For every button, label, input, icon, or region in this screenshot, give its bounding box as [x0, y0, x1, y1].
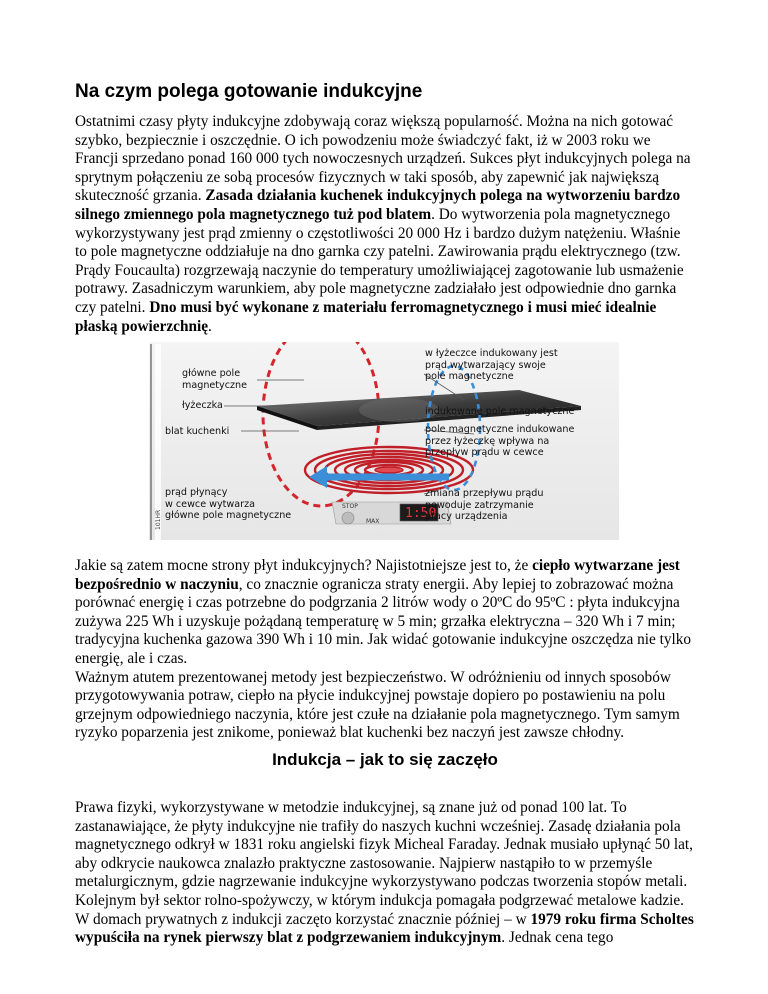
bold-text: Zasada działania kuchenek indukcyjnych polega na wytworzeniu bardzo silnego zmiennego pola magnetycznego tuż pod blatem	[75, 187, 681, 223]
text-run: , co znacznie ogranicza straty energii. Aby lepiej to zobrazować można porównać energię i czas potrzebne do podgrzania 2 litrów wody o 20ºC do 95ºC : płyta indukcyjna zużywa 225 Wh i uzyskuje pożądaną temperaturę w 5 min; grzałka elektryczna – 320 Wh i 7 min; tradycyjna kuchenka gazowa 390 Wh i 10 min. Jak widać gotowanie indukcyjne oszczędza nie tylko energię, ale i czas.	[75, 575, 692, 667]
text-run: Ważnym atutem prezentowanej metody jest bezpieczeństwo. W odróżnieniu od innych sposobów przygotowywania potraw, ciepło na płycie indukcyjnej powstaje dopiero po postawieniu na polu grzejnym odpowiedniego naczynia, które jest czułe na działanie pola magnetycznego. Tym samym ryzyko poparzenia jest znikome, ponieważ blat kuchenki bez naczyń jest zawsze chłodny.	[75, 668, 680, 742]
bold-text: ciepło wytwarzane jest bezpośrednio w naczyniu	[75, 557, 680, 593]
paragraph-intro	[75, 113, 695, 336]
text-run: . Jednak cena tego	[501, 929, 614, 947]
paragraph-advantages	[75, 557, 695, 743]
panel-display-value: 1:50	[405, 506, 437, 521]
stop-label: STOP	[342, 503, 358, 510]
label-induced-effect: pole magnetyczne indukowane przez łyżeczkę wpływa na przepływ prądu w cewce	[425, 424, 575, 458]
page-title: Na czym polega gotowanie indukcyjne	[75, 81, 423, 102]
text-run: . Do wytworzenia pola magnetycznego wykorzystywany jest prąd zmienny o częstotliwości 20 000 Hz i bardzo dużym natężeniu. Właśnie to pole magnetyczne oddziałuje na dno garnka czy patelni. Zawirowania prądu elektrycznego (tzw. Prądy Foucaulta) rozgrzewają naczynie do temperatury umożliwiającej zagotowanie lub usmażenie potrawy. Zasadniczym warunkiem, aby pole magnetyczne zadziałało jest odpowiednie dno garnka czy patelni.	[75, 205, 684, 316]
max-label: MAX	[366, 518, 380, 525]
label-main-field: główne pole magnetyczne	[182, 368, 248, 391]
diagram-side-mark: 101HR	[155, 509, 162, 530]
label-spoon: łyżeczka	[182, 400, 223, 411]
label-coil-current: prąd płynący w cewce wytwarza główne pole magnetyczne	[165, 487, 292, 521]
label-spoon-induced: w łyżeczce indukowany jest prąd wytwarzający swoje pole magnetyczne	[425, 348, 558, 382]
label-countertop: blat kuchenki	[165, 426, 230, 437]
stop-knob	[342, 512, 354, 524]
induction-diagram	[149, 342, 619, 540]
paragraph-history	[75, 799, 695, 948]
bold-text: Dno musi być wykonane z materiału ferromagnetycznego i musi mieć idealnie płaską powierzchnię	[75, 298, 657, 335]
bold-text: 1979 roku firma Scholtes wypuściła na rynek pierwszy blat z podgrzewaniem indukcyjnym	[75, 910, 694, 947]
text-run: .	[208, 317, 212, 335]
text-run: Jakie są zatem mocne strony płyt indukcyjnych? Najistotniejsze jest to, że	[75, 557, 533, 574]
section-title-history: Indukcja – jak to się zaczęło	[272, 750, 498, 769]
text-run: Prawa fizyki, wykorzystywane w metodzie indukcyjnej, są znane już od ponad 100 lat. To zastanawiające, że płyty indukcyjne nie trafiły do naszych kuchni wcześniej. Zasadę działania pola magnetycznego odkrył w 1831 roku angielski fizyk Micheal Faraday. Jednak musiało upłynąć 50 lat, aby odkrycie naukowca znalazło praktyczne zastosowanie. Najpierw nastąpiło to w przemyśle metalurgicznym, gdzie nagrzewanie indukcyjne wykorzystywano podczas tworzenia stopów metali. Kolejnym był sektor rolno-spożywczy, w którym indukcja pomagała podgrzewać metalowe kadzie. W domach prywatnych z indukcji zaczęto korzystać znacznie później – w	[75, 799, 693, 928]
text-run: Ostatnimi czasy płyty indukcyjne zdobywają coraz większą popularność. Można na nich gotować szybko, bezpiecznie i oszczędnie. O ich powodzeniu może świadczyć fakt, iż w 2003 roku we Francji sprzedano ponad 160 000 tych nowoczesnych urządzeń. Sukces płyt indukcyjnych polega na sprytnym połączeniu ze sobą procesów fizycznych w taki sposób, aby zapewnić jak największą skuteczność grzania.	[75, 113, 691, 205]
label-induced-field: indukowane pole magnetyczne	[425, 406, 575, 417]
label-flow-change: zmiana przepływu prądu powoduje zatrzymanie pracy urządzenia	[425, 488, 544, 522]
